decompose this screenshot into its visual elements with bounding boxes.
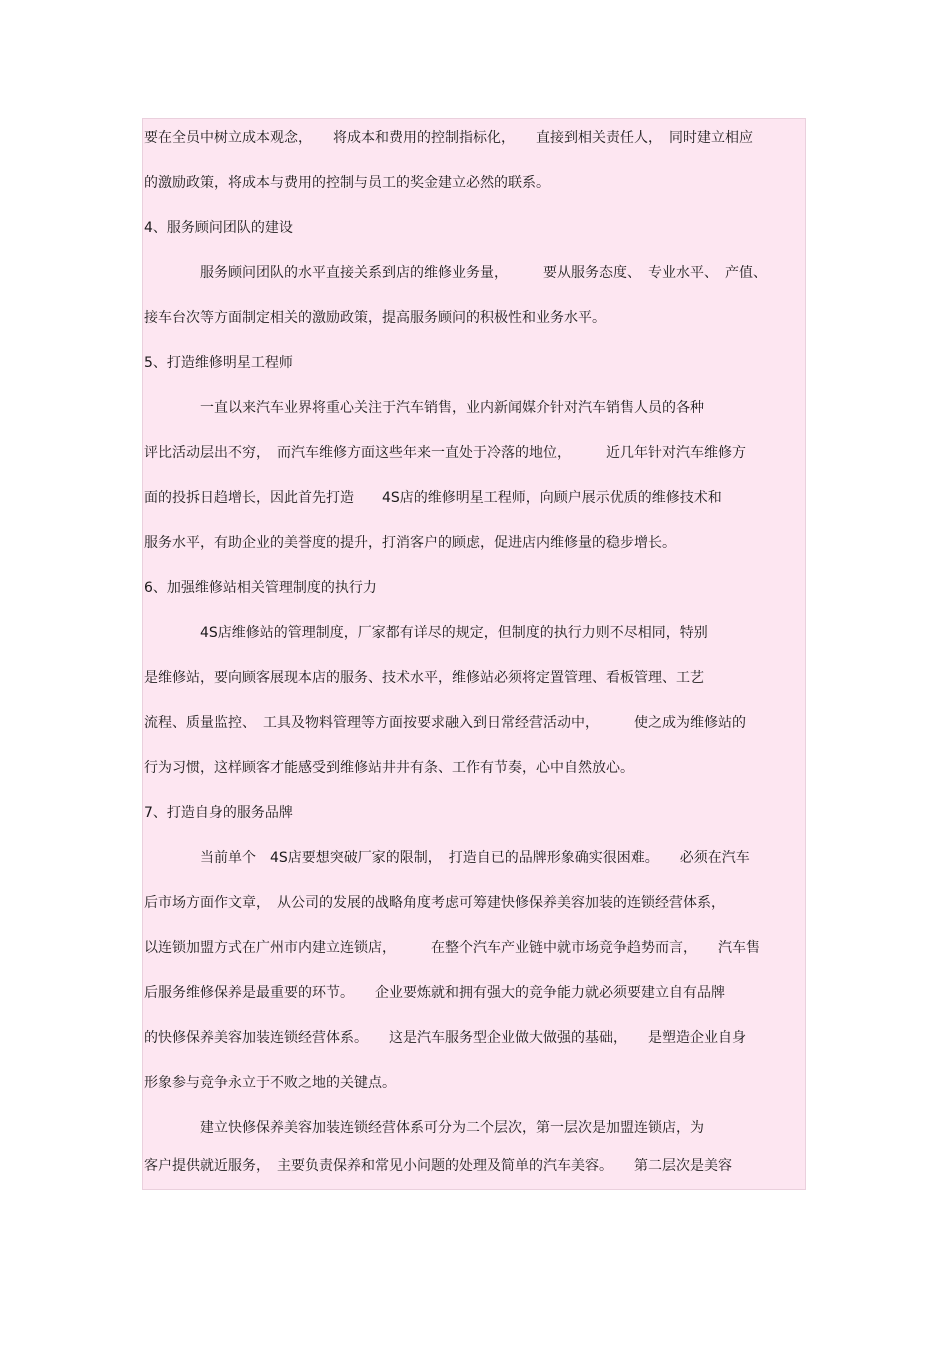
section-heading: 6、加强维修站相关管理制度的执行力 [144,580,377,596]
text-line: 后服务维修保养是最重要的环节。 企业要炼就和拥有强大的竞争能力就必须要建立自有品牌 [144,985,725,1001]
text-line: 一直以来汽车业界将重心关注于汽车销售，业内新闻媒介针对汽车销售人员的各种 [144,400,704,416]
text-line: 接车台次等方面制定相关的激励政策，提高服务顾问的积极性和业务水平。 [144,310,606,326]
text-line: 是维修站，要向顾客展现本店的服务、技术水平，维修站必须将定置管理、看板管理、工艺 [144,670,704,686]
text-line: 要在全员中树立成本观念， 将成本和费用的控制指标化， 直接到相关责任人， 同时建立相应 [144,130,753,146]
text-line: 的激励政策，将成本与费用的控制与员工的奖金建立必然的联系。 [144,175,550,191]
text-line: 4S店维修站的管理制度，厂家都有详尽的规定，但制度的执行力则不尽相同，特别 [144,625,708,641]
section-heading: 7、打造自身的服务品牌 [144,805,293,821]
text-line: 行为习惯，这样顾客才能感受到维修站井井有条、工作有节奏，心中自然放心。 [144,760,634,776]
text-line: 服务水平，有助企业的美誉度的提升，打消客户的顾虑，促进店内维修量的稳步增长。 [144,535,676,551]
text-line: 以连锁加盟方式在广州市内建立连锁店， 在整个汽车产业链中就市场竞争趋势而言， 汽车售 [144,940,760,956]
text-line: 建立快修保养美容加装连锁经营体系可分为二个层次，第一层次是加盟连锁店，为 [144,1120,704,1136]
text-line: 流程、质量监控、 工具及物料管理等方面按要求融入到日常经营活动中， 使之成为维修站的 [144,715,746,731]
text-line: 后市场方面作文章， 从公司的发展的战略角度考虑可筹建快修保养美容加装的连锁经营体系， [144,895,725,911]
text-line: 的快修保养美容加装连锁经营体系。 这是汽车服务型企业做大做强的基础， 是塑造企业自身 [144,1030,746,1046]
text-line: 客户提供就近服务， 主要负责保养和常见小问题的处理及简单的汽车美容。 第二层次是美容 [144,1158,732,1174]
text-line: 服务顾问团队的水平直接关系到店的维修业务量， 要从服务态度、 专业水平、 产值、 [144,265,767,281]
text-line: 面的投拆日趋增长，因此首先打造 4S店的维修明星工程师，向顾户展示优质的维修技术和 [144,490,722,506]
section-heading: 5、打造维修明星工程师 [144,355,293,371]
text-line: 评比活动层出不穷， 而汽车维修方面这些年来一直处于冷落的地位， 近几年针对汽车维修方 [144,445,746,461]
text-line: 形象参与竞争永立于不败之地的关键点。 [144,1075,396,1091]
section-heading: 4、服务顾问团队的建设 [144,220,293,236]
text-line: 当前单个 4S店要想突破厂家的限制， 打造自已的品牌形象确实很困难。 必须在汽车 [144,850,750,866]
